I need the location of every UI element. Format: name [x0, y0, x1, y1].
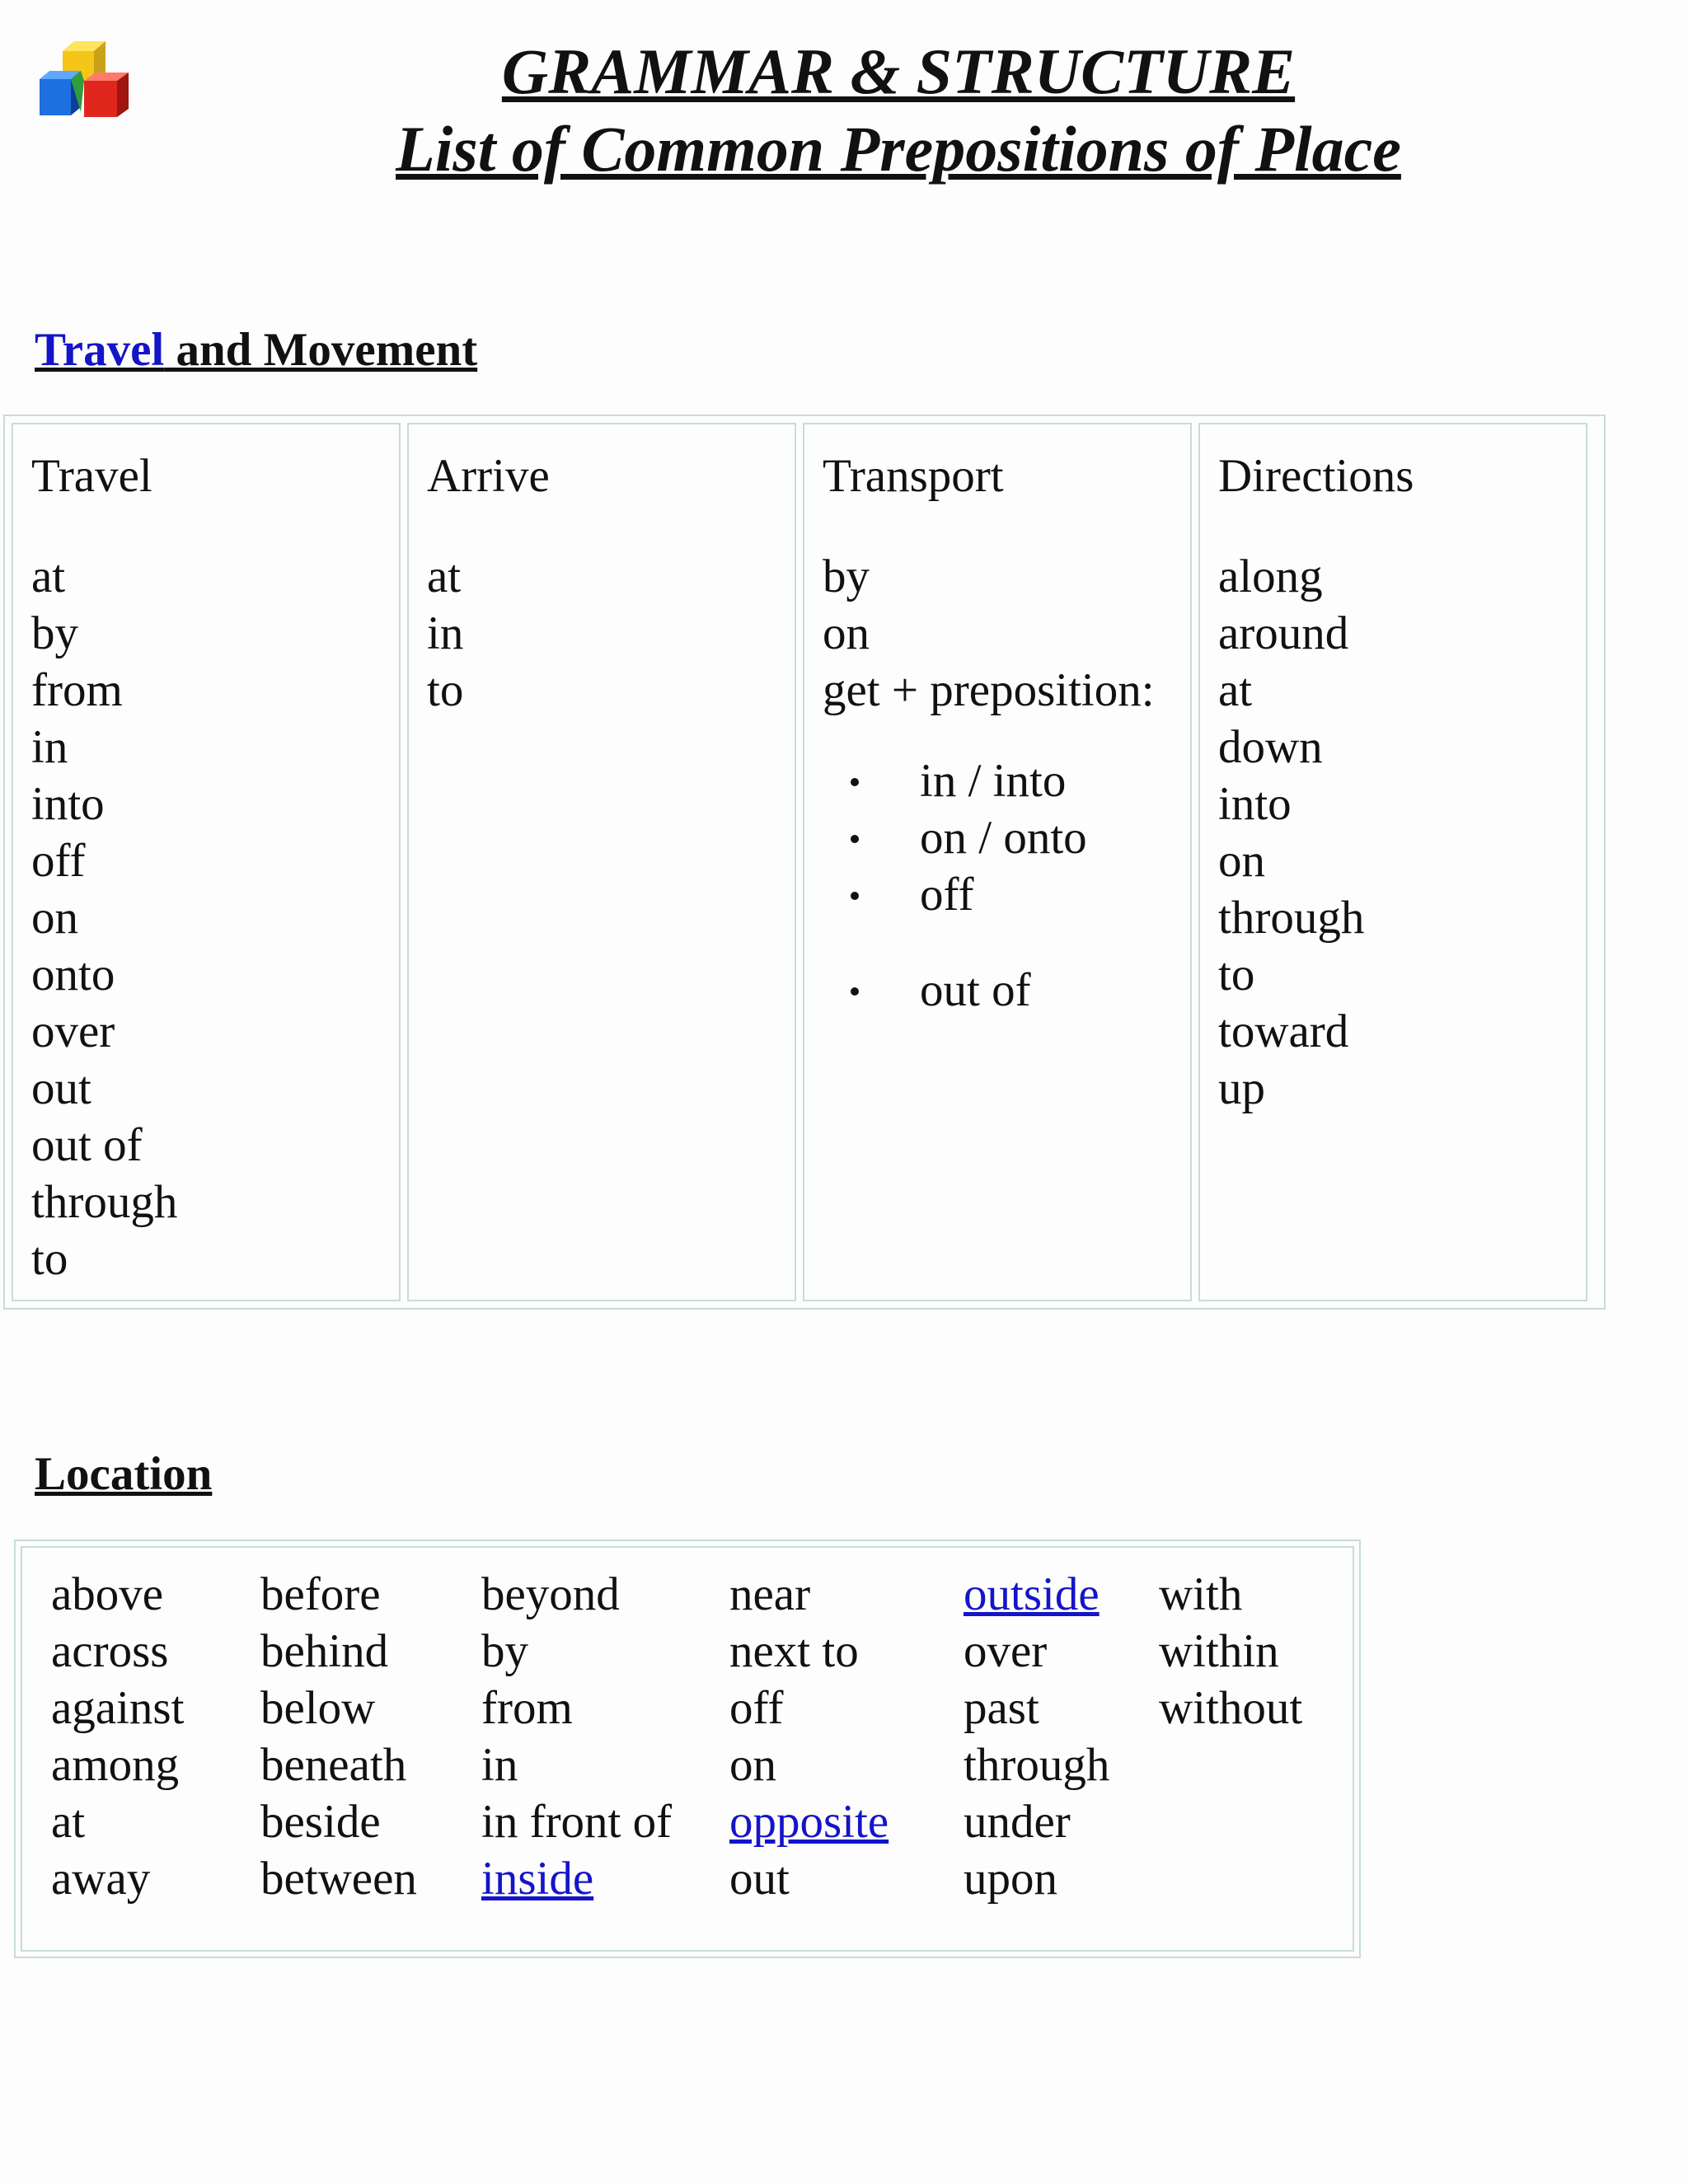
- list-item: up: [1218, 1062, 1265, 1114]
- column-header-arrive: Arrive: [427, 450, 550, 502]
- location-table-cell: [21, 1546, 1354, 1952]
- list-item: across: [51, 1625, 169, 1677]
- list-item: out: [31, 1062, 91, 1114]
- travel-table: [3, 415, 1606, 1310]
- opposite-link[interactable]: opposite: [729, 1796, 889, 1848]
- list-item: in front of: [481, 1796, 673, 1848]
- list-item: to: [31, 1233, 68, 1285]
- list-item: between: [260, 1853, 417, 1905]
- bullet-item: out of: [920, 962, 1031, 1019]
- list-item: from: [31, 664, 123, 716]
- list-item: at: [1218, 664, 1253, 716]
- list-item: among: [51, 1739, 180, 1791]
- arrive-word-list: [427, 548, 463, 719]
- travel-column: [12, 423, 401, 1301]
- list-item: off: [31, 835, 86, 887]
- column-header-directions: Directions: [1218, 450, 1414, 502]
- list-item: around: [1218, 607, 1349, 659]
- list-item: to: [1218, 949, 1255, 1001]
- list-item: before: [260, 1568, 381, 1620]
- location-column: [729, 1566, 889, 1907]
- list-item: with: [1159, 1568, 1243, 1620]
- location-column: [51, 1566, 184, 1907]
- location-column: [964, 1566, 1109, 1907]
- list-item: below: [260, 1682, 376, 1734]
- location-section-heading: Location: [35, 1448, 213, 1500]
- list-item: onto: [31, 949, 115, 1001]
- bullet-item: in / into: [920, 752, 1087, 809]
- travel-word-list: [31, 548, 177, 1287]
- list-item: out of: [31, 1119, 143, 1171]
- list-item: beyond: [481, 1568, 620, 1620]
- directions-column: [1198, 423, 1587, 1301]
- travel-link[interactable]: Travel: [35, 324, 165, 376]
- list-item: against: [51, 1682, 185, 1734]
- column-header-transport: Transport: [823, 450, 1004, 502]
- page-subtitle: List of Common Prepositions of Place: [396, 113, 1401, 185]
- list-item: on: [1218, 835, 1265, 887]
- list-item: in: [31, 721, 68, 773]
- arrive-column: [407, 423, 796, 1301]
- list-item: at: [51, 1796, 86, 1848]
- list-item: within: [1159, 1625, 1279, 1677]
- list-item: behind: [260, 1625, 389, 1677]
- transport-word-list: [823, 548, 1155, 719]
- list-item: at: [427, 551, 462, 602]
- list-item: in: [481, 1739, 518, 1791]
- outside-link[interactable]: outside: [964, 1568, 1100, 1620]
- list-item: on: [823, 607, 870, 659]
- list-item: to: [427, 664, 464, 716]
- list-item: along: [1218, 551, 1323, 602]
- list-item: under: [964, 1796, 1071, 1848]
- list-item: from: [481, 1682, 573, 1734]
- list-item: into: [1218, 778, 1292, 830]
- list-item: over: [31, 1005, 115, 1057]
- transport-bullet-list: [920, 752, 1087, 923]
- list-item: beneath: [260, 1739, 407, 1791]
- page-title: GRAMMAR & STRUCTURE: [501, 35, 1296, 107]
- list-item: toward: [1218, 1005, 1349, 1057]
- list-item: past: [964, 1682, 1039, 1734]
- list-item: at: [31, 551, 66, 602]
- list-item: on: [31, 892, 78, 944]
- location-table: [14, 1540, 1361, 1958]
- bullet-item: off: [920, 866, 1087, 923]
- inside-link[interactable]: inside: [481, 1853, 594, 1905]
- list-item: through: [31, 1176, 178, 1228]
- travel-heading-rest: and Movement: [164, 324, 478, 376]
- list-item: through: [964, 1739, 1110, 1791]
- list-item: away: [51, 1853, 151, 1905]
- column-header-travel: Travel: [31, 450, 152, 502]
- travel-section-heading: [35, 324, 478, 376]
- list-item: by: [823, 551, 870, 602]
- list-item: into: [31, 778, 105, 830]
- list-item: through: [1218, 892, 1365, 944]
- list-item: off: [729, 1682, 784, 1734]
- list-item: on: [729, 1739, 776, 1791]
- list-item: out: [729, 1853, 790, 1905]
- list-item: in: [427, 607, 464, 659]
- list-item: near: [729, 1568, 811, 1620]
- list-item: by: [481, 1625, 528, 1677]
- location-column: [260, 1566, 417, 1907]
- list-item: by: [31, 607, 78, 659]
- list-item: beside: [260, 1796, 381, 1848]
- transport-bullet-list-extra: [920, 962, 1031, 1019]
- list-item: next to: [729, 1625, 859, 1677]
- list-item: without: [1159, 1682, 1303, 1734]
- list-item: upon: [964, 1853, 1057, 1905]
- list-item: down: [1218, 721, 1323, 773]
- directions-word-list: [1218, 548, 1364, 1117]
- list-item: above: [51, 1568, 164, 1620]
- list-item: get + preposition:: [823, 664, 1155, 716]
- location-column: [1159, 1566, 1302, 1736]
- location-column: [481, 1566, 672, 1907]
- bullet-item: on / onto: [920, 809, 1087, 866]
- list-item: over: [964, 1625, 1048, 1677]
